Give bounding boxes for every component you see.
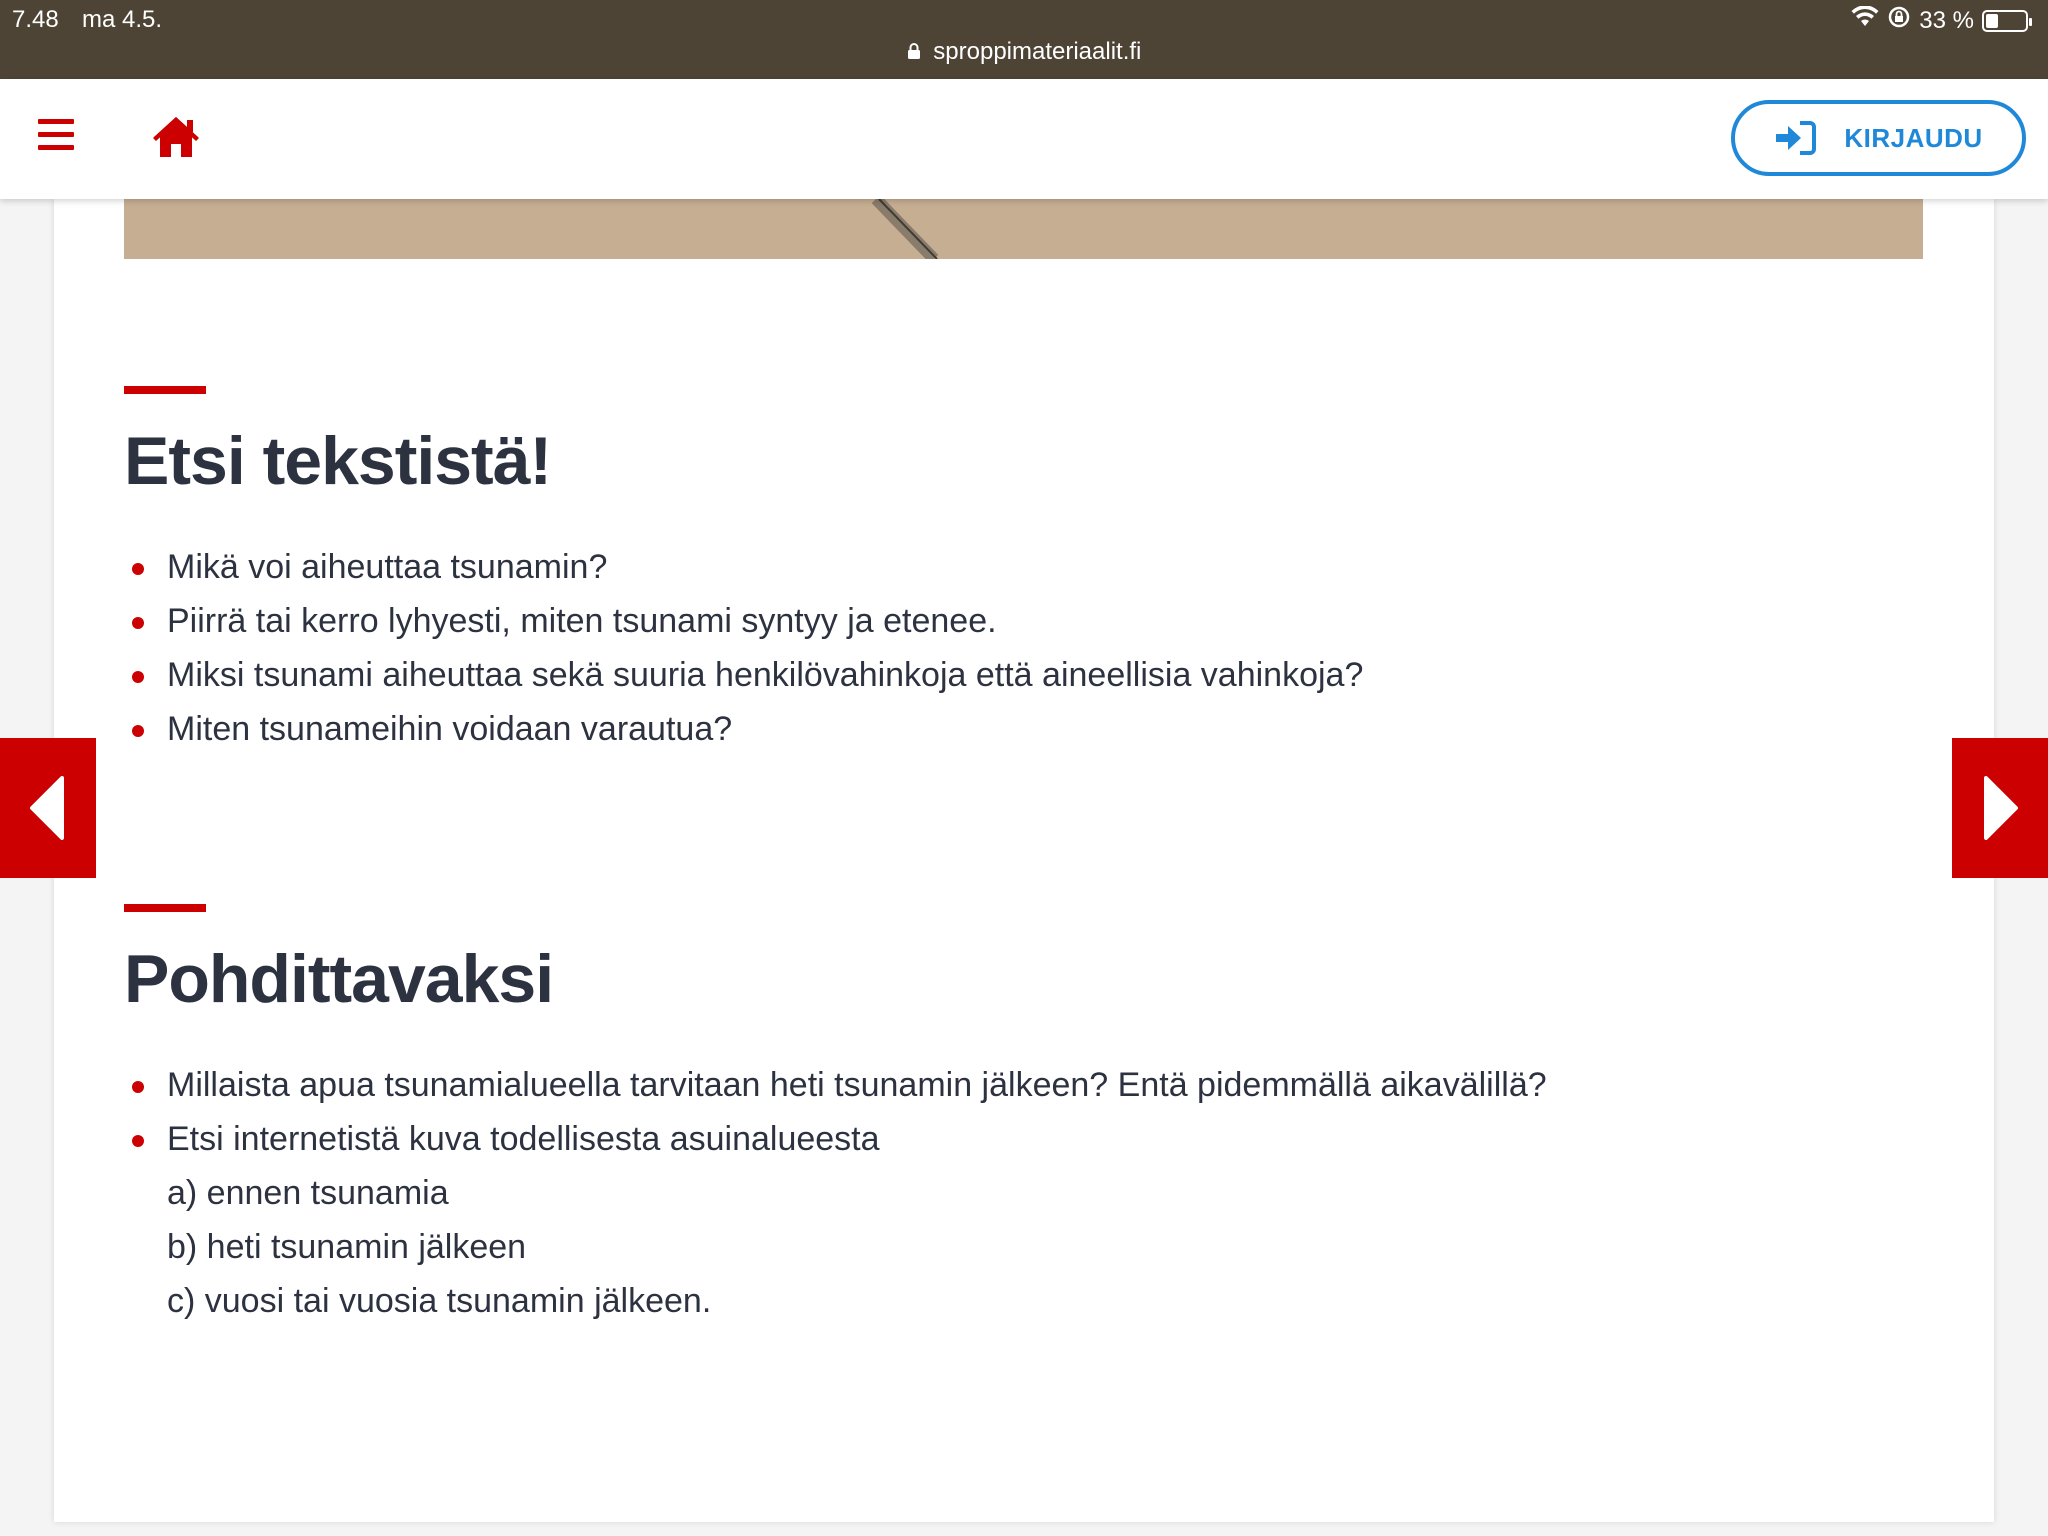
section-accent-bar — [124, 904, 206, 912]
app-header — [0, 79, 2048, 199]
list-item: Miksi tsunami aiheuttaa sekä suuria henkilövahinkoja että aineellisia vahinkoja? — [124, 648, 1363, 702]
sign-in-icon — [1774, 121, 1816, 155]
section-search-text — [124, 386, 1363, 756]
hamburger-icon — [38, 119, 74, 124]
sub-item: c) vuosi tai vuosia tsunamin jälkeen. — [167, 1282, 712, 1320]
home-icon — [152, 115, 200, 159]
sub-item: a) ennen tsunamia — [167, 1174, 449, 1212]
section-title: Etsi tekstistä! — [124, 423, 552, 499]
battery-percent: 33 % — [1919, 6, 1974, 34]
article-image — [124, 199, 1923, 259]
home-button[interactable] — [152, 115, 200, 159]
hamburger-icon-line — [38, 145, 74, 150]
hamburger-icon-line — [38, 132, 74, 137]
list-item: Etsi internetistä kuva todellisesta asuinalueesta — [124, 1112, 1547, 1166]
list-item: Millaista apua tsunamialueella tarvitaan heti tsunamin jälkeen? Entä pidemmällä aikavälillä? — [124, 1058, 1547, 1112]
orientation-lock-icon — [1887, 5, 1911, 36]
next-page-button[interactable] — [1952, 738, 2048, 878]
menu-button[interactable] — [38, 119, 78, 155]
lock-icon — [907, 39, 921, 67]
login-label: KIRJAUDU — [1844, 122, 1983, 153]
section-accent-bar — [124, 386, 206, 394]
question-list — [124, 540, 1363, 756]
status-date: ma 4.5. — [82, 6, 163, 33]
status-bar — [0, 0, 2048, 79]
section-reflection — [124, 904, 1547, 1328]
status-time: 7.48 — [12, 6, 59, 33]
list-item: Mikä voi aiheuttaa tsunamin? — [124, 540, 1363, 594]
previous-page-button[interactable] — [0, 738, 96, 878]
section-title: Pohdittavaksi — [124, 941, 554, 1017]
list-item: Miten tsunameihin voidaan varautua? — [124, 702, 1363, 756]
question-list — [124, 1058, 1547, 1328]
login-button[interactable] — [1731, 100, 2026, 176]
wifi-icon — [1851, 6, 1879, 35]
url-bar[interactable] — [0, 38, 2048, 67]
status-indicators — [1851, 5, 2028, 36]
url-text: sproppimateriaalit.fi — [933, 38, 1142, 65]
sub-item: b) heti tsunamin jälkeen — [167, 1228, 527, 1266]
list-item: Piirrä tai kerro lyhyesti, miten tsunami syntyy ja etenee. — [124, 594, 1363, 648]
chevron-right-icon — [1980, 776, 2020, 840]
chevron-left-icon — [28, 776, 68, 840]
battery-icon — [1982, 10, 2028, 32]
